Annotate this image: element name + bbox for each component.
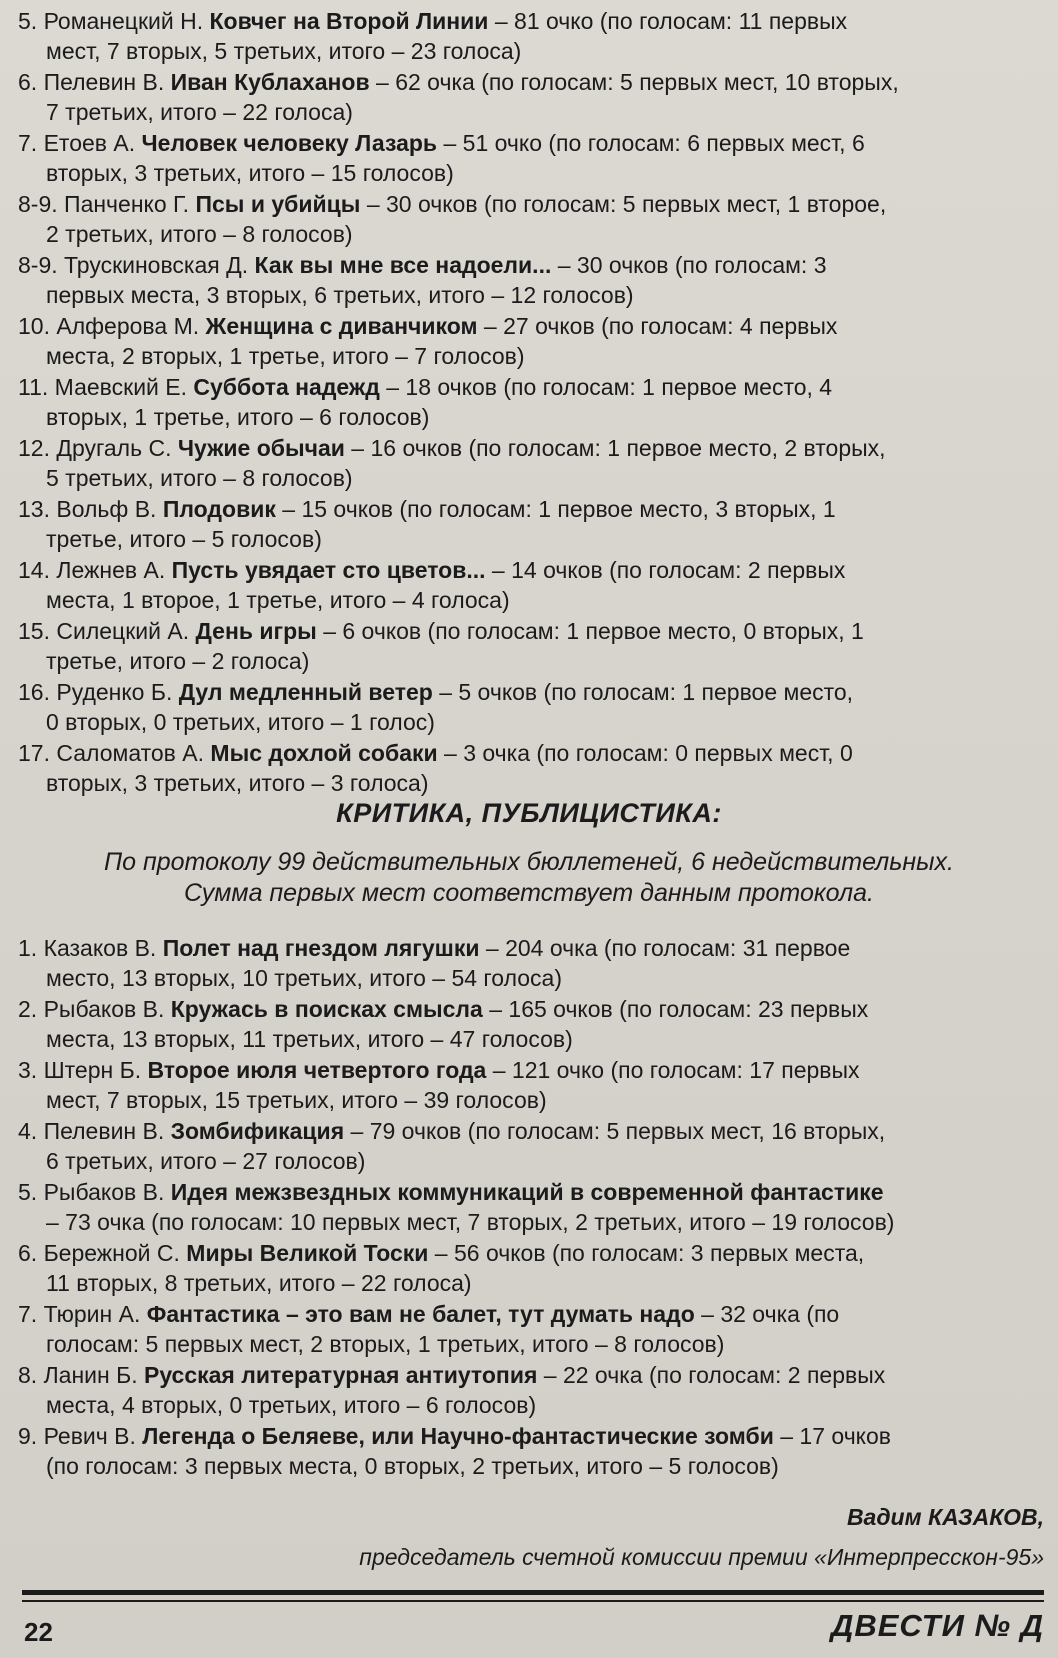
- entry-first-line: [18, 1116, 1044, 1146]
- entry-first-line: [18, 555, 1044, 585]
- result-entry: [18, 1116, 1044, 1176]
- result-entry: [18, 1055, 1044, 1115]
- entry-votes: места, 1 второе, 1 третье, итого – 4 голоса): [46, 587, 510, 613]
- magazine-title: ДВЕСТИ № Д: [830, 1608, 1044, 1643]
- fiction-results-list: [18, 6, 1044, 799]
- result-entry: [18, 67, 1044, 127]
- entry-first-line: [18, 128, 1044, 158]
- entry-first-line: [18, 616, 1044, 646]
- entry-title: Иван Кублаханов: [170, 69, 370, 95]
- entry-score: – 17 очков: [780, 1423, 892, 1449]
- entry-title: Миры Великой Тоски: [186, 1240, 429, 1266]
- entry-rank: 3.: [18, 1057, 38, 1083]
- entry-first-line: [18, 67, 1044, 97]
- entry-author: Штерн Б.: [43, 1057, 142, 1083]
- result-entry: [18, 1238, 1044, 1298]
- entry-rank: 8.: [18, 1362, 38, 1388]
- entry-title: Второе июля четвертого года: [147, 1057, 487, 1083]
- entry-first-line: [18, 933, 1044, 963]
- entry-votes: места, 2 вторых, 1 третье, итого – 7 голосов): [46, 343, 525, 369]
- entry-rank: 5.: [18, 8, 38, 34]
- result-entry: [18, 1299, 1044, 1359]
- entry-rank: 10.: [18, 313, 50, 339]
- entry-first-line: [18, 311, 1044, 341]
- entry-title: Легенда о Беляеве, или Научно-фантастические зомби: [142, 1423, 774, 1449]
- protocol-line: По протоколу 99 действительных бюллетеней, 6 недействительных.: [104, 848, 954, 876]
- result-entry: [18, 372, 1044, 432]
- entry-rank: 12.: [18, 435, 50, 461]
- entry-author: Казаков В.: [43, 935, 157, 961]
- entry-first-line: [18, 1177, 1044, 1207]
- result-entry: [18, 738, 1044, 798]
- entry-rank: 2.: [18, 996, 38, 1022]
- entry-rank: 5.: [18, 1179, 38, 1205]
- entry-score: – 204 очка (по голосам: 31 первое: [485, 935, 851, 961]
- entry-rank: 8-9.: [18, 191, 58, 217]
- entry-score: – 165 очков (по голосам: 23 первых: [489, 996, 869, 1022]
- entry-title: Полет над гнездом лягушки: [162, 935, 480, 961]
- entry-author: Другаль С.: [56, 435, 172, 461]
- entry-title: Женщина с диванчиком: [205, 313, 478, 339]
- page-number: 22: [24, 1617, 53, 1647]
- entry-author: Трускиновская Д.: [64, 252, 249, 278]
- signature: [359, 1497, 1044, 1577]
- result-entry: [18, 128, 1044, 188]
- entry-votes: 7 третьих, итого – 22 голоса): [46, 99, 353, 125]
- entry-title: Человек человеку Лазарь: [141, 130, 438, 156]
- entry-title: Зомбификация: [170, 1118, 345, 1144]
- entry-votes: 11 вторых, 8 третьих, итого – 22 голоса): [46, 1270, 472, 1296]
- entry-votes: места, 4 вторых, 0 третьих, итого – 6 голосов): [46, 1392, 537, 1418]
- entry-score: – 62 очка (по голосам: 5 первых мест, 10 вторых,: [376, 69, 899, 95]
- entry-author: Тюрин А.: [43, 1301, 141, 1327]
- entry-votes: вторых, 3 третьих, итого – 15 голосов): [46, 160, 454, 186]
- entry-votes: 5 третьих, итого – 8 голосов): [46, 465, 353, 491]
- entry-title: Плодовик: [162, 496, 276, 522]
- entry-score: – 5 очков (по голосам: 1 первое место,: [439, 679, 854, 705]
- entry-score: – 30 очков (по голосам: 5 первых мест, 1 второе,: [366, 191, 887, 217]
- entry-score: – 79 очков (по голосам: 5 первых мест, 16 вторых,: [350, 1118, 886, 1144]
- entry-author: Ревич В.: [43, 1423, 136, 1449]
- entry-score: – 81 очко (по голосам: 11 первых: [494, 8, 848, 34]
- result-entry: [18, 616, 1044, 676]
- entry-rank: 8-9.: [18, 252, 58, 278]
- entry-first-line: [18, 250, 1044, 280]
- entry-first-line: [18, 994, 1044, 1024]
- entry-author: Вольф В.: [56, 496, 157, 522]
- entry-votes: третье, итого – 5 голосов): [46, 526, 322, 552]
- entry-author: Силецкий А.: [56, 618, 190, 644]
- entry-rank: 11.: [18, 374, 49, 400]
- entry-title: Кружась в поисках смысла: [170, 996, 483, 1022]
- entry-votes: вторых, 3 третьих, итого – 3 голоса): [46, 770, 429, 796]
- entry-votes: 0 вторых, 0 третьих, итого – 1 голос): [46, 709, 435, 735]
- entry-first-line: [18, 433, 1044, 463]
- signature-name: Вадим КАЗАКОВ,: [846, 1504, 1044, 1530]
- result-entry: [18, 1360, 1044, 1420]
- result-entry: [18, 433, 1044, 493]
- entry-score: – 56 очков (по голосам: 3 первых места,: [434, 1240, 865, 1266]
- entry-title: Русская литературная антиутопия: [143, 1362, 538, 1388]
- entry-score: – 32 очка (по: [701, 1301, 840, 1327]
- entry-rank: 16.: [18, 679, 50, 705]
- entry-first-line: [18, 1055, 1044, 1085]
- entry-votes: вторых, 1 третье, итого – 6 голосов): [46, 404, 430, 430]
- critics-results-list: [18, 933, 1044, 1482]
- result-entry: [18, 1421, 1044, 1481]
- entry-score: – 16 очков (по голосам: 1 первое место, 2 вторых,: [351, 435, 886, 461]
- entry-title: Псы и убийцы: [195, 191, 361, 217]
- result-entry: [18, 6, 1044, 66]
- entry-rank: 17.: [18, 740, 50, 766]
- entry-author: Саломатов А.: [56, 740, 205, 766]
- entry-title: Идея межзвездных коммуникаций в современной фантастике: [170, 1179, 884, 1205]
- entry-rank: 7.: [18, 130, 38, 156]
- entry-votes: 6 третьих, итого – 27 голосов): [46, 1148, 366, 1174]
- entry-score: – 27 очков (по голосам: 4 первых: [483, 313, 838, 339]
- entry-first-line: [18, 189, 1044, 219]
- entry-score: – 18 очков (по голосам: 1 первое место, 4: [386, 374, 833, 400]
- entry-author: Панченко Г.: [64, 191, 190, 217]
- entry-votes: места, 13 вторых, 11 третьих, итого – 47 голосов): [46, 1026, 573, 1052]
- entry-votes: третье, итого – 2 голоса): [46, 648, 310, 674]
- entry-first-line: [18, 494, 1044, 524]
- entry-title: Чужие обычаи: [177, 435, 345, 461]
- entry-score: – 51 очко (по голосам: 6 первых мест, 6: [443, 130, 865, 156]
- protocol-note: [0, 847, 1058, 909]
- entry-title: Дул медленный ветер: [178, 679, 433, 705]
- result-entry: [18, 189, 1044, 249]
- footer-rule: [22, 1600, 1044, 1602]
- entry-rank: 9.: [18, 1423, 38, 1449]
- signature-role: председатель счетной комиссии премии «Интерпресскон-95»: [359, 1544, 1044, 1570]
- result-entry: [18, 994, 1044, 1054]
- entry-author: Рыбаков В.: [43, 996, 165, 1022]
- entry-votes: голосам: 5 первых мест, 2 вторых, 1 третьих, итого – 8 голосов): [46, 1331, 725, 1357]
- entry-score: – 30 очков (по голосам: 3: [557, 252, 827, 278]
- entry-title: Ковчег на Второй Линии: [209, 8, 489, 34]
- entry-votes: – 73 очка (по голосам: 10 первых мест, 7 вторых, 2 третьих, итого – 19 голосов): [46, 1209, 895, 1235]
- protocol-line: Сумма первых мест соответствует данным протокола.: [184, 879, 874, 907]
- entry-first-line: [18, 1238, 1044, 1268]
- entry-score: – 6 очков (по голосам: 1 первое место, 0 вторых, 1: [323, 618, 864, 644]
- footer-rule: [22, 1590, 1044, 1595]
- entry-first-line: [18, 1360, 1044, 1390]
- entry-title: Пусть увядает сто цветов...: [171, 557, 486, 583]
- entry-votes: место, 13 вторых, 10 третьих, итого – 54 голоса): [46, 965, 563, 991]
- entry-author: Етоев А.: [43, 130, 136, 156]
- entry-votes: первых места, 3 вторых, 6 третьих, итого – 12 голосов): [46, 282, 634, 308]
- entry-score: – 22 очка (по голосам: 2 первых: [543, 1362, 886, 1388]
- entry-author: Маевский Е.: [54, 374, 188, 400]
- entry-score: – 121 очко (по голосам: 17 первых: [492, 1057, 860, 1083]
- entry-rank: 14.: [18, 557, 50, 583]
- entry-first-line: [18, 677, 1044, 707]
- entry-author: Пелевин В.: [43, 1118, 165, 1144]
- entry-rank: 13.: [18, 496, 50, 522]
- entry-author: Бережной С.: [43, 1240, 180, 1266]
- entry-title: Суббота надежд: [193, 374, 380, 400]
- entry-author: Лежнев А.: [56, 557, 166, 583]
- entry-author: Рыбаков В.: [43, 1179, 165, 1205]
- entry-author: Романецкий Н.: [43, 8, 204, 34]
- entry-first-line: [18, 1299, 1044, 1329]
- result-entry: [18, 250, 1044, 310]
- entry-votes: 2 третьих, итого – 8 голосов): [46, 221, 353, 247]
- result-entry: [18, 555, 1044, 615]
- entry-score: – 3 очка (по голосам: 0 первых мест, 0: [444, 740, 853, 766]
- entry-rank: 6.: [18, 69, 38, 95]
- entry-votes: мест, 7 вторых, 5 третьих, итого – 23 голоса): [46, 38, 522, 64]
- entry-rank: 1.: [18, 935, 38, 961]
- entry-rank: 4.: [18, 1118, 38, 1144]
- result-entry: [18, 1177, 1044, 1237]
- entry-rank: 6.: [18, 1240, 38, 1266]
- result-entry: [18, 311, 1044, 371]
- entry-first-line: [18, 6, 1044, 36]
- entry-title: День игры: [195, 618, 317, 644]
- entry-score: – 15 очков (по голосам: 1 первое место, 3 вторых, 1: [282, 496, 836, 522]
- entry-first-line: [18, 738, 1044, 768]
- entry-title: Как вы мне все надоели...: [254, 252, 552, 278]
- entry-votes: мест, 7 вторых, 15 третьих, итого – 39 голосов): [46, 1087, 547, 1113]
- entry-first-line: [18, 1421, 1044, 1451]
- entry-author: Ланин Б.: [43, 1362, 138, 1388]
- entry-rank: 7.: [18, 1301, 38, 1327]
- entry-title: Фантастика – это вам не балет, тут думать надо: [146, 1301, 695, 1327]
- entry-score: – 14 очков (по голосам: 2 первых: [491, 557, 846, 583]
- result-entry: [18, 933, 1044, 993]
- result-entry: [18, 494, 1044, 554]
- entry-title: Мыс дохлой собаки: [210, 740, 438, 766]
- section-title: КРИТИКА, ПУБЛИЦИСТИКА:: [336, 798, 722, 828]
- entry-author: Пелевин В.: [43, 69, 165, 95]
- result-entry: [18, 677, 1044, 737]
- entry-rank: 15.: [18, 618, 50, 644]
- entry-votes: (по голосам: 3 первых места, 0 вторых, 2 третьих, итого – 5 голосов): [46, 1453, 779, 1479]
- entry-author: Руденко Б.: [56, 679, 173, 705]
- entry-author: Алферова М.: [56, 313, 200, 339]
- entry-first-line: [18, 372, 1044, 402]
